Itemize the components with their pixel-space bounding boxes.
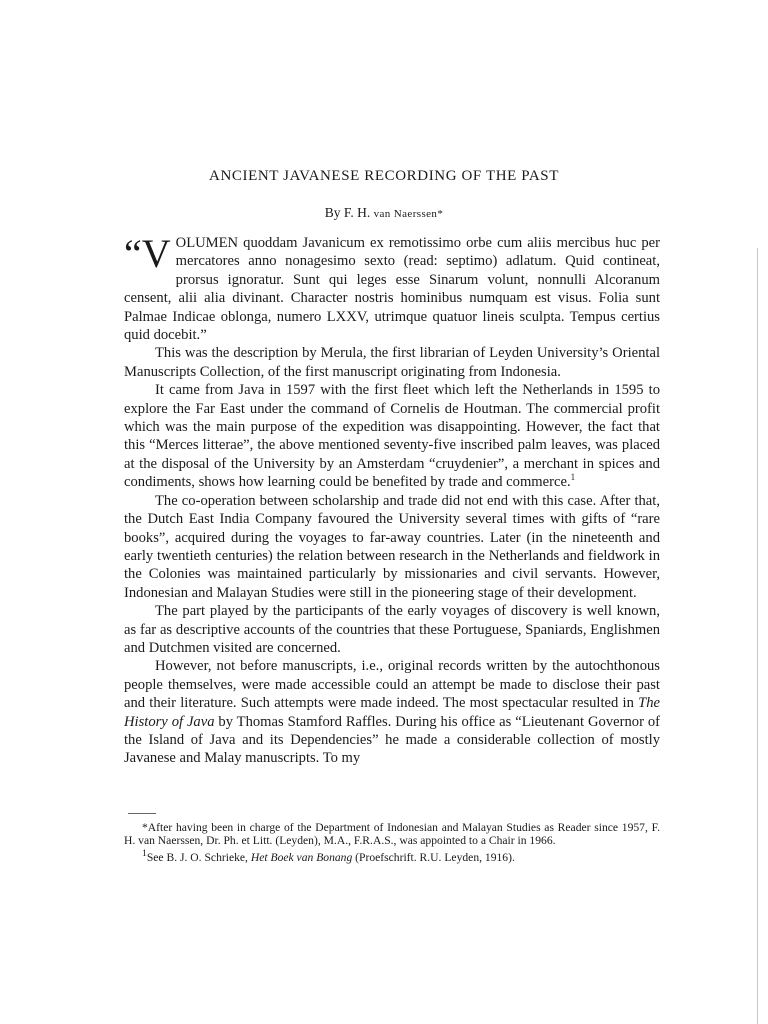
article-title: ANCIENT JAVANESE RECORDING OF THE PAST — [209, 168, 559, 184]
paragraph-3 — [124, 381, 660, 491]
author-byline — [0, 205, 768, 221]
byline-name: van Naerssen* — [373, 208, 444, 220]
drop-cap — [124, 231, 171, 276]
book-title-history-of-java: The History of Java — [124, 695, 660, 730]
paragraph-2: This was the description by Merula, the first librarian of Leyden University’s Oriental Manuscripts Collection, of the first manuscript originating from Indonesia. — [124, 345, 660, 380]
footnotes — [124, 822, 660, 864]
paragraph-1-text: OLUMEN quoddam Javanicum ex remotissimo orbe cum aliis mercibus huc per mercatores anno nonagesimo sexto (read: septimo) adlatum. Quid contineat, prorsus ignoratur. Sunt qui leges esse Sinarum volunt, nonnulli Alcoranum censent, alii alia divinant. Character nostris hominibus numquam est visus. Folia sunt Palmae Indicae oblonga, numero LXXV, utrimque quatuor lineis sculpta. Tempus certius quid docebit.” — [124, 235, 660, 344]
drop-cap-letter: V — [141, 231, 171, 276]
footnote-1 — [124, 848, 660, 865]
paragraph-5: The part played by the participants of the early voyages of discovery is well known, as far as descriptive accounts of the countries that these Portuguese, Spaniards, Englishmen and Dutchmen visited are concerned. — [124, 603, 660, 656]
article-body — [124, 231, 660, 768]
footnote-ref-1: 1 — [570, 472, 576, 483]
footnote-1-mark: 1 — [142, 847, 147, 859]
byline-prefix: By F. H. — [324, 205, 371, 220]
opening-quote: “ — [124, 231, 142, 276]
paragraph-6 — [124, 657, 660, 767]
paragraph-3-text: It came from Java in 1597 with the first fleet which left the Netherlands in 1595 to explore the Far East under the command of Cornelis de Houtman. The commercial profit which was the main purpose of the expedition was disappointing. However, the fact that this “Merces litterae”, the above mentioned seventy-five inscribed palm leaves, was placed at the disposal of the University by an Amsterdam “cruydenier”, a merchant in spices and condiments, shows how learning could be benefited by trade and commerce. — [124, 382, 660, 491]
footnote-1-text-b: (Proefschrift. R.U. Leyden, 1916). — [352, 850, 515, 864]
paragraph-4: The co-operation between scholarship and trade did not end with this case. After that, the Dutch East India Company favoured the University several times with gifts of “rare books”, acquired during the voyages to far-away countries. Later (in the nineteenth and early twentieth centuries) the relation between research in the Netherlands and fieldwork in the Colonies was maintained particularly by missionaries and civil servants. However, Indonesian and Malayan Studies were still in the pioneering stage of their development. — [124, 492, 660, 601]
paragraph-6-text-a: However, not before manuscripts, i.e., original records written by the autochthonous people themselves, were made accessible could an attempt be made to disclose their past and their literature. Such attempts were made indeed. The most spectacular resulted in — [124, 658, 660, 712]
paragraph-1 — [124, 231, 660, 344]
scan-edge-line — [757, 248, 758, 1024]
footnote-rule — [128, 813, 156, 814]
footnote-star: *After having been in charge of the Department of Indonesian and Malayan Studies as Reader since 1957, F. H. van Naerssen, Dr. Ph. et Litt. (Leyden), M.A., F.R.A.S., was appointed to a Chair in 1966. — [124, 821, 660, 847]
paragraph-6-text-b: by Thomas Stamford Raffles. During his office as “Lieutenant Governor of the Island of Java and its Dependencies” he made a considerable collection of mostly Javanese and Malay manuscripts. To my — [124, 713, 660, 767]
footnote-1-book-title: Het Boek van Bonang — [250, 850, 353, 864]
footnote-1-text-a: See B. J. O. Schrieke, — [146, 850, 251, 864]
